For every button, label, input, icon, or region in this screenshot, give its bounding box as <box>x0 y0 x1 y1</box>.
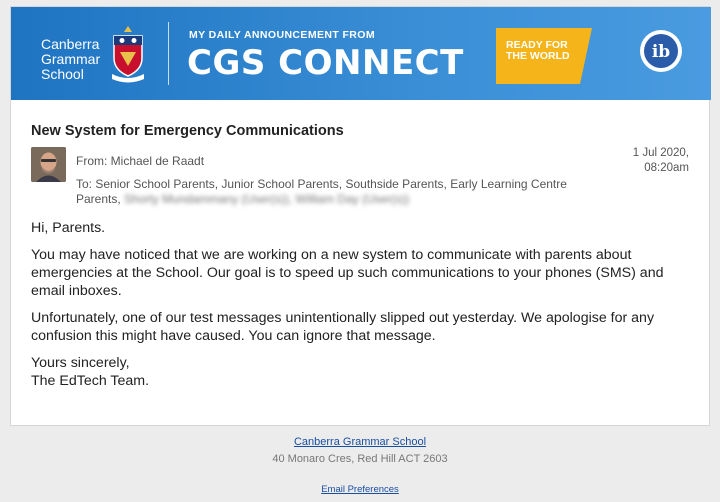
closing: Yours sincerely, The EdTech Team. <box>31 355 150 389</box>
email-from: From: Michael de Raadt <box>76 154 205 168</box>
avatar-photo-icon <box>31 147 66 182</box>
body-paragraph-1: You may have noticed that we are working on a new system to communicate with parents about emergencies at the School. Our goal is to speed up such communications to your phones (SMS) and email inboxes. <box>31 247 664 299</box>
announcement-banner <box>11 7 711 100</box>
email-recipients: To: Senior School Parents, Junior School Parents, Southside Parents, Early Learning Centre Parents, Shorty Mundammany (User(s)), William Day (User(s)) <box>76 177 567 206</box>
greeting: Hi, Parents. <box>31 220 106 236</box>
email-preferences-link[interactable]: Email Preferences <box>321 484 399 495</box>
ib-logo-text: ib <box>651 42 671 62</box>
school-link[interactable]: Canberra Grammar School <box>293 436 427 448</box>
announcement-title: MY DAILY ANNOUNCEMENT FROM <box>189 29 375 41</box>
email-footer <box>0 432 720 465</box>
announcement-main-title: CGS CONNECT <box>187 43 464 83</box>
preferences-footer <box>0 479 720 497</box>
redacted-recipients: Shorty Mundammany (User(s)), William Day (User(s)) <box>124 192 410 206</box>
ib-logo-icon <box>639 29 683 73</box>
ready-for-world-text: READY FOR THE WORLD <box>506 39 570 62</box>
email-body <box>31 219 691 399</box>
sender-avatar <box>31 147 66 182</box>
email-date: 1 Jul 2020, 08:20am <box>632 147 689 174</box>
school-name-logo: Canberra Grammar School <box>41 36 101 82</box>
body-paragraph-2: Unfortunately, one of our test messages unintentionally slipped out yesterday. We apologise for any confusion this might have caused. You can ignore that message. <box>31 310 655 344</box>
banner-divider <box>168 22 169 85</box>
email-card <box>10 6 710 426</box>
school-address: 40 Monaro Cres, Red Hill ACT 2603 <box>272 453 448 465</box>
school-crest-icon <box>108 24 148 84</box>
email-subject: New System for Emergency Communications <box>31 123 344 139</box>
